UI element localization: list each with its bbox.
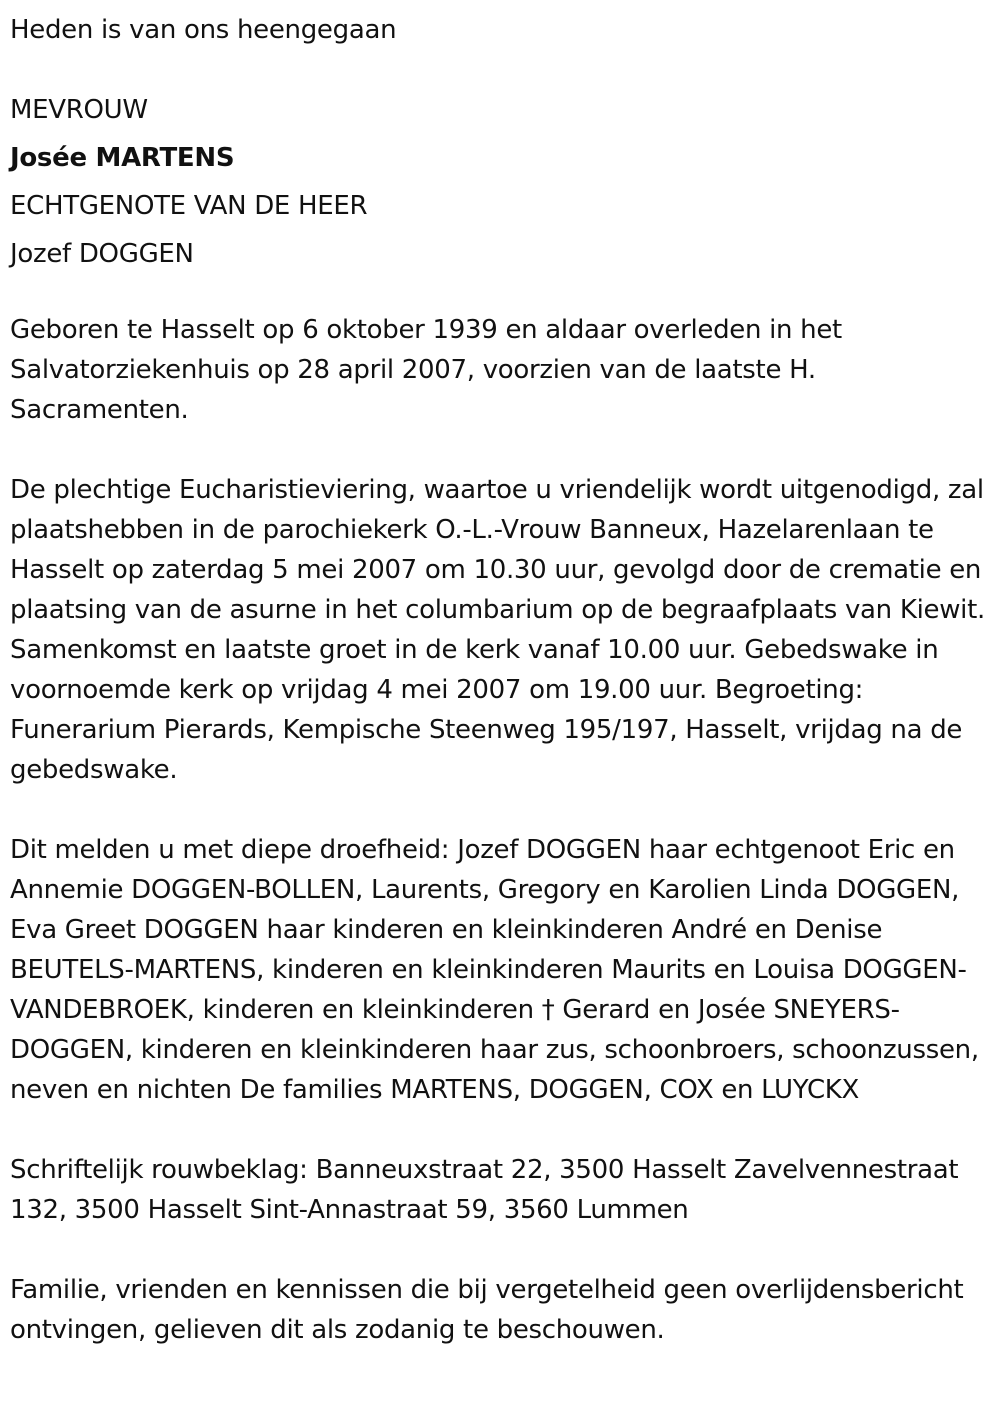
condolences-paragraph: Schriftelijk rouwbeklag: Banneuxstraat 22, 3500 Hasselt Zavelvennestraat 132, 3500 Hasselt Sint-Annastraat 59, 3560 Lummen: [10, 1155, 959, 1225]
ceremony-paragraph: De plechtige Eucharistieviering, waartoe u vriendelijk wordt uitgenodigd, zal plaatshebben in de parochiekerk O.-L.-Vrouw Banneux, Hazelarenlaan te Hasselt op zaterdag 5 mei 2007 om 10.30 uur, gevolgd door de crematie en plaatsing van de asurne in het columbarium op de begraafplaats van Kiewit. Samenkomst en laatste groet in de kerk vanaf 10.00 uur. Gebedswake in voornoemde kerk op vrijdag 4 mei 2007 om 19.00 uur. Begroeting: Funerarium Pierards, Kempische Steenweg 195/197, Hasselt, vrijdag na de gebedswake.: [10, 475, 985, 785]
closing-paragraph: Familie, vrienden en kennissen die bij vergetelheid geen overlijdensbericht ontvingen, gelieven dit als zodanig te beschouwen.: [10, 1275, 964, 1345]
birth-death-paragraph: Geboren te Hasselt op 6 oktober 1939 en aldaar overleden in het Salvatorziekenhuis op 28 april 2007, voorzien van de laatste H. Sacramenten.: [10, 315, 842, 425]
spacer: [10, 54, 994, 86]
title-prefix: MEVROUW: [10, 95, 148, 125]
deceased-name: Josée MARTENS: [10, 143, 235, 173]
spacer: [10, 430, 994, 470]
spacer: [10, 1230, 994, 1270]
spacer: [10, 790, 994, 830]
spacer: [10, 1110, 994, 1150]
spouse-label: ECHTGENOTE VAN DE HEER: [10, 191, 368, 221]
spacer: [10, 278, 994, 310]
obituary-notice: [10, 6, 994, 1350]
spouse-name: Jozef DOGGEN: [10, 239, 194, 269]
intro-line: Heden is van ons heengegaan: [10, 15, 397, 45]
family-paragraph: Dit melden u met diepe droefheid: Jozef DOGGEN haar echtgenoot Eric en Annemie DOGGEN-BOLLEN, Laurents, Gregory en Karolien Linda DOGGEN, Eva Greet DOGGEN haar kinderen en kleinkinderen André en Denise BEUTELS-MARTENS, kinderen en kleinkinderen Maurits en Louisa DOGGEN-VANDEBROEK, kinderen en kleinkinderen † Gerard en Josée SNEYERS-DOGGEN, kinderen en kleinkinderen haar zus, schoonbroers, schoonzussen, neven en nichten De families MARTENS, DOGGEN, COX en LUYCKX: [10, 835, 979, 1105]
